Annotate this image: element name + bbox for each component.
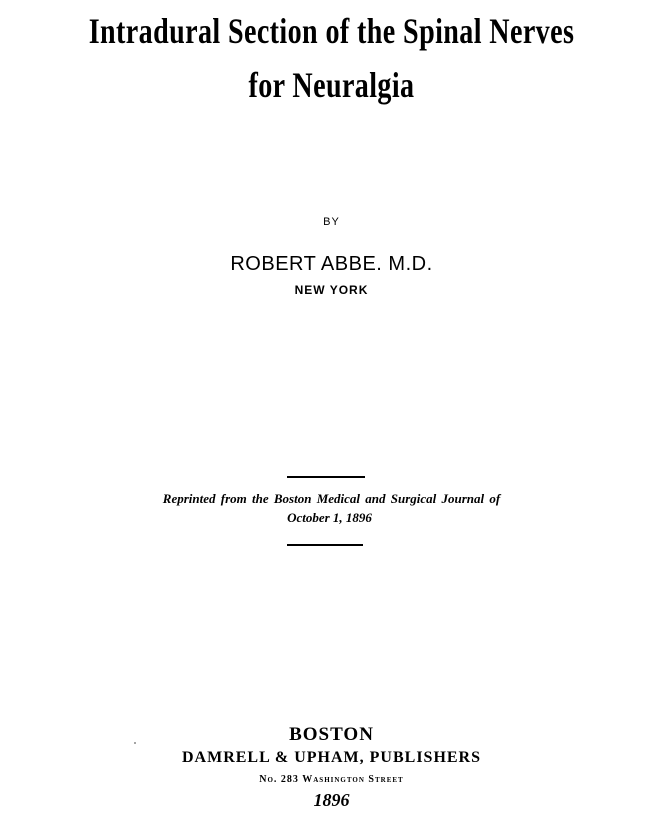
- imprint-year: 1896: [313, 790, 350, 810]
- imprint-publisher: DAMRELL & UPHAM, PUBLISHERS: [181, 749, 482, 766]
- author-name: ROBERT ABBE. M.D.: [230, 253, 433, 275]
- byline-by: BY: [323, 216, 340, 228]
- author-city: NEW YORK: [294, 283, 369, 297]
- title-line-2: for Neuralgia: [248, 65, 415, 105]
- rule-top: [287, 476, 365, 478]
- title-line-1: Intradural Section of the Spinal Nerves: [88, 11, 575, 51]
- reprint-notice-line-1: Reprinted from the Boston Medical and Surgical Journal of: [162, 491, 501, 506]
- imprint-address: No. 283 Washington Street: [259, 774, 404, 785]
- reprint-notice-line-2: October 1, 1896: [287, 510, 372, 525]
- imprint-city: BOSTON: [289, 724, 374, 745]
- rule-bottom: [287, 544, 363, 546]
